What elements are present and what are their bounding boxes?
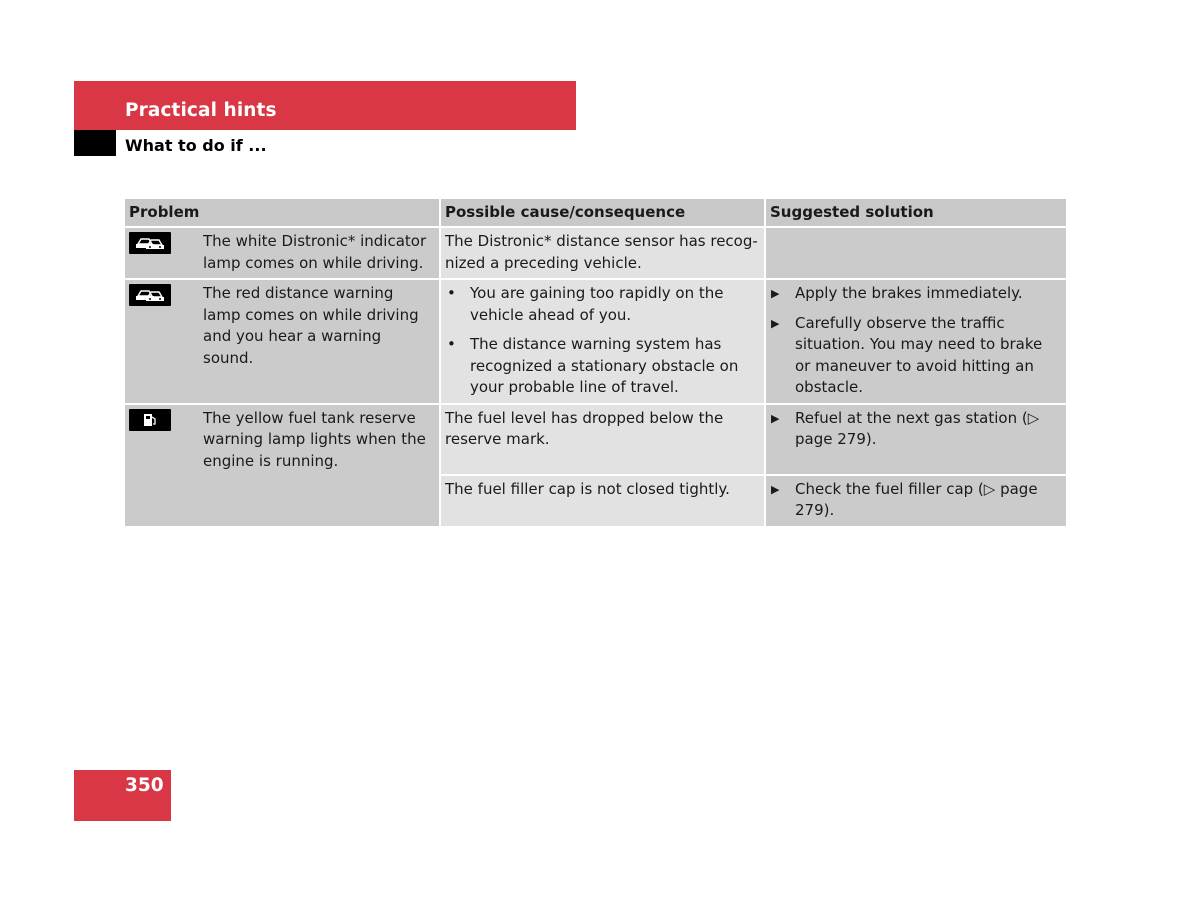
problem-cell <box>125 279 440 404</box>
cause-cell <box>440 279 765 404</box>
solution-item: ▶ Refuel at the next gas station (▷ page 279). <box>770 408 1062 451</box>
distronic-car-icon <box>129 284 171 306</box>
subsection-marker <box>74 130 116 156</box>
table-header-row <box>125 199 1066 227</box>
cause-cell: The Distronic* distance sensor has recog-nized a preceding vehicle. <box>440 227 765 279</box>
cause-item: • You are gaining too rapidly on the vehicle ahead of you. <box>445 283 760 326</box>
section-title: Practical hints <box>125 100 277 121</box>
solution-list <box>770 283 1062 399</box>
solution-list <box>770 408 1062 451</box>
column-header-solution: Suggested solution <box>765 199 1066 227</box>
solution-item: ▶ Carefully observe the traffic situation. You may need to brake or maneuver to avoid hitting an obstacle. <box>770 313 1062 399</box>
solution-item: ▶ Apply the brakes immediately. <box>770 283 1062 305</box>
problem-cell <box>125 404 440 526</box>
problem-text: The white Distronic* indicator lamp comes on while driving. <box>203 232 427 272</box>
fuel-pump-icon <box>129 409 171 431</box>
subsection-title: What to do if ... <box>125 136 267 155</box>
solution-cell <box>765 279 1066 404</box>
solution-cell <box>765 404 1066 475</box>
problem-text: The red distance warning lamp comes on while driving and you hear a warning sound. <box>203 284 419 367</box>
solution-list <box>770 479 1062 522</box>
table-row <box>125 227 1066 279</box>
solution-cell <box>765 475 1066 526</box>
page-number: 350 <box>125 775 164 796</box>
table-row <box>125 404 1066 475</box>
column-header-cause: Possible cause/consequence <box>440 199 765 227</box>
solution-item: ▶ Check the fuel filler cap (▷ page 279). <box>770 479 1062 522</box>
distronic-car-icon <box>129 232 171 254</box>
solution-cell <box>765 227 1066 279</box>
cause-item: • The distance warning system has recognized a stationary obstacle on your probable line of travel. <box>445 334 760 399</box>
cause-cell: The fuel level has dropped below the reserve mark. <box>440 404 765 475</box>
cause-list <box>445 283 760 399</box>
cause-cell: The fuel filler cap is not closed tightly. <box>440 475 765 526</box>
problem-text: The yellow fuel tank reserve warning lamp lights when the engine is running. <box>203 408 426 470</box>
problem-cell <box>125 227 440 279</box>
table-row <box>125 279 1066 404</box>
column-header-problem: Problem <box>125 199 440 227</box>
troubleshooting-table <box>125 199 1066 526</box>
